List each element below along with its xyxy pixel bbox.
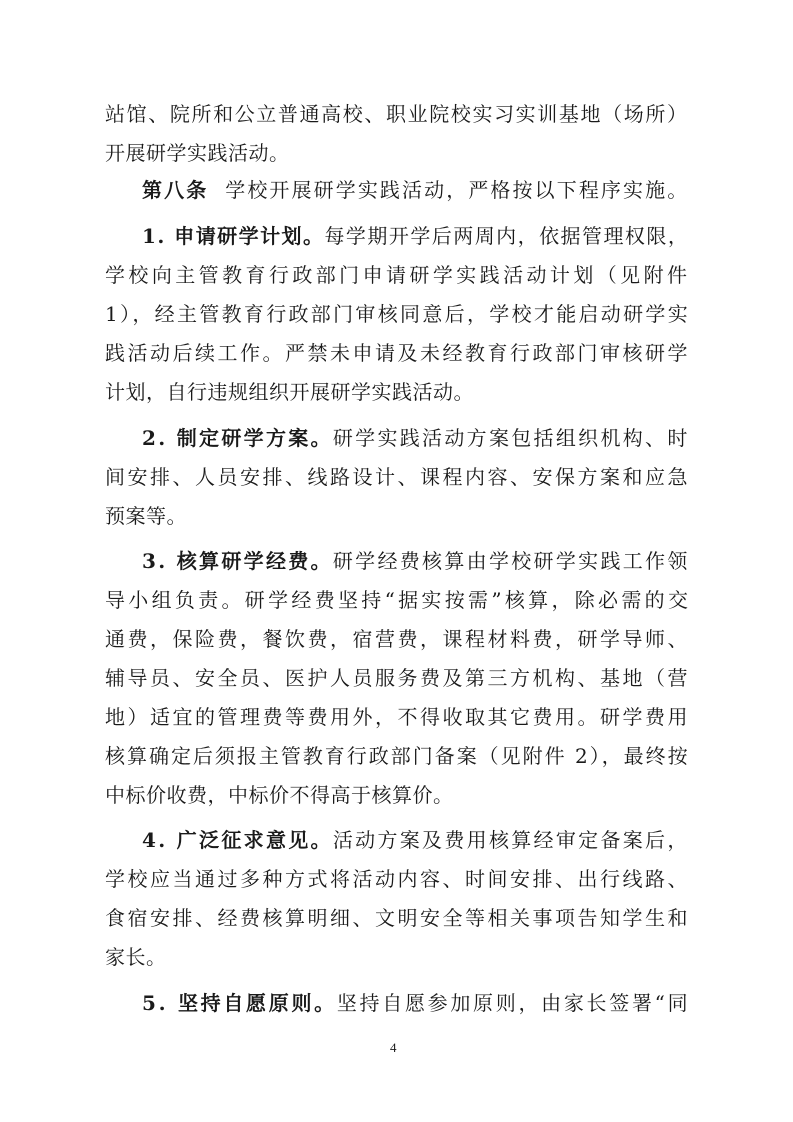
text-line bbox=[142, 223, 689, 249]
text-line bbox=[105, 626, 690, 652]
text-line bbox=[105, 301, 690, 327]
text-line bbox=[142, 425, 690, 451]
text-line bbox=[105, 866, 690, 892]
text-line bbox=[105, 464, 690, 490]
text-segment: 站馆、院所和公立普通高校、职业院校实习实训基地（场所） bbox=[105, 102, 689, 126]
text-line bbox=[105, 905, 690, 931]
heading-segment: 4. 广泛征求意见。 bbox=[142, 828, 333, 852]
page-number: 4 bbox=[390, 1040, 397, 1055]
heading-segment: 5. 坚持自愿原则。 bbox=[142, 991, 337, 1015]
text-line bbox=[105, 782, 454, 808]
text-line bbox=[105, 743, 690, 769]
text-segment: 研学实践活动方案包括组织机构、时 bbox=[332, 426, 690, 450]
text-line bbox=[105, 262, 690, 288]
text-segment: 践活动后续工作。严禁未申请及未经教育行政部门审核研学 bbox=[105, 341, 690, 365]
text-segment: 间安排、人员安排、线路设计、课程内容、安保方案和应急 bbox=[105, 465, 690, 489]
text-segment: 核算确定后须报主管教育行政部门备案（见附件 2），最终按 bbox=[105, 744, 690, 768]
text-segment: 1），经主管教育行政部门审核同意后，学校才能启动研学实 bbox=[105, 302, 691, 326]
text-line bbox=[105, 704, 690, 730]
text-segment: 坚持自愿参加原则，由家长签署“同 bbox=[336, 991, 691, 1015]
text-segment: 食宿安排、经费核算明细、文明安全等相关事项告知学生和 bbox=[105, 906, 690, 930]
text-segment: 学校开展研学实践活动，严格按以下程序实施。 bbox=[208, 178, 690, 202]
text-line bbox=[105, 379, 474, 405]
heading-segment: 1. 申请研学计划。 bbox=[142, 224, 325, 248]
text-segment: 地）适宜的管理费等费用外，不得收取其它费用。研学费用 bbox=[105, 705, 690, 729]
text-line bbox=[105, 340, 690, 366]
text-segment: 学校应当通过多种方式将活动内容、时间安排、出行线路、 bbox=[105, 867, 690, 891]
text-line bbox=[105, 944, 167, 970]
text-line bbox=[105, 665, 690, 691]
text-line bbox=[142, 827, 690, 853]
text-line bbox=[105, 140, 290, 166]
text-segment: 计划，自行违规组织开展研学实践活动。 bbox=[105, 380, 474, 404]
heading-segment: 3. 核算研学经费。 bbox=[142, 549, 333, 573]
text-segment: 导小组负责。研学经费坚持“据实按需”核算，除必需的交 bbox=[105, 588, 692, 612]
text-segment: 每学期开学后两周内，依据管理权限， bbox=[324, 224, 690, 248]
text-line bbox=[142, 548, 690, 574]
text-segment: 辅导员、安全员、医护人员服务费及第三方机构、基地（营 bbox=[105, 666, 690, 690]
text-segment: 开展研学实践活动。 bbox=[105, 141, 290, 165]
text-segment: 中标价收费，中标价不得高于核算价。 bbox=[105, 783, 454, 807]
text-segment: 预案等。 bbox=[105, 504, 187, 528]
text-line bbox=[105, 503, 187, 529]
text-segment: 家长。 bbox=[105, 945, 167, 969]
text-segment: 通费，保险费，餐饮费，宿营费，课程材料费，研学导师、 bbox=[105, 627, 690, 651]
text-line bbox=[142, 990, 690, 1016]
text-line bbox=[105, 587, 691, 613]
text-segment: 研学经费核算由学校研学实践工作领 bbox=[332, 549, 690, 573]
heading-segment: 2. 制定研学方案。 bbox=[142, 426, 333, 450]
heading-segment: 第八条 bbox=[142, 178, 209, 202]
text-segment: 学校向主管教育行政部门申请研学实践活动计划（见附件 bbox=[105, 263, 691, 287]
text-line bbox=[142, 177, 689, 203]
text-line bbox=[105, 101, 689, 127]
text-segment: 活动方案及费用核算经审定备案后， bbox=[332, 828, 690, 852]
